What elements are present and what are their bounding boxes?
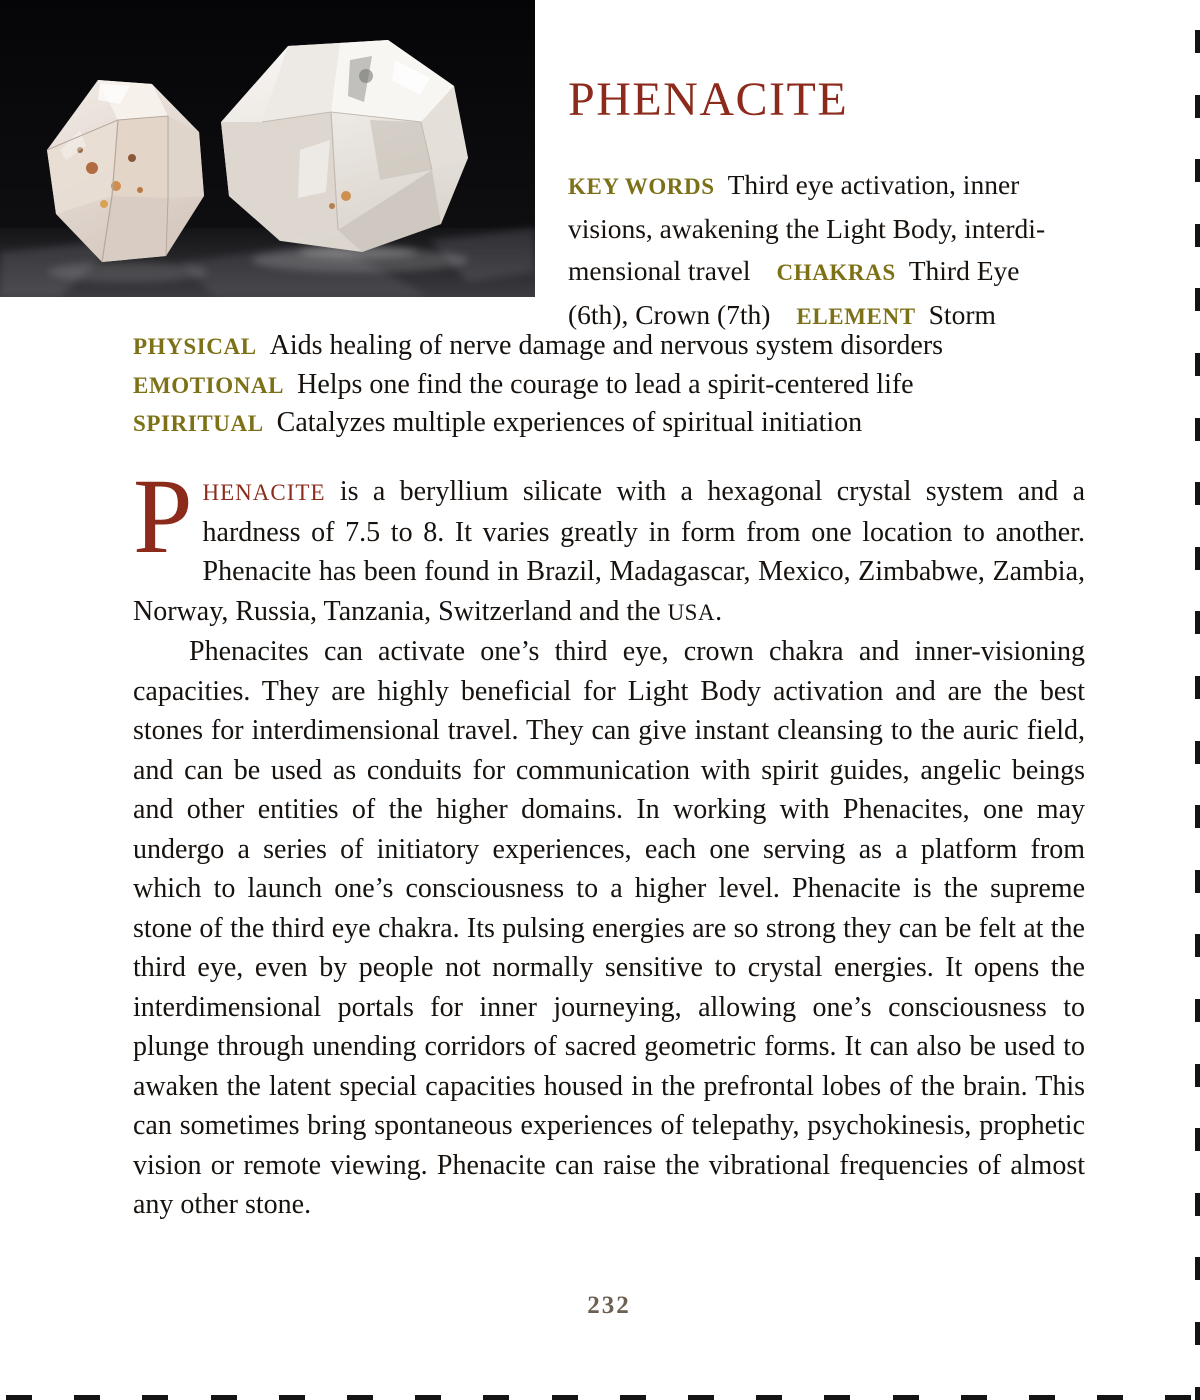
page-edge-mark <box>1195 418 1200 441</box>
entry-header <box>568 73 1062 338</box>
chakras-label: CHAKRAS <box>776 260 896 285</box>
page-edge-mark <box>1195 611 1200 634</box>
emotional-label: EMOTIONAL <box>133 372 285 398</box>
page-edge-mark <box>620 1395 646 1400</box>
page-edge-mark <box>961 1395 987 1400</box>
page-edge-mark <box>1195 1322 1200 1345</box>
page-edge-mark <box>1195 1387 1200 1400</box>
physical-label: PHYSICAL <box>133 334 257 359</box>
page-edge-mark <box>756 1395 782 1400</box>
page-edge-mark <box>688 1395 714 1400</box>
phenacite-photo <box>0 0 535 297</box>
paragraph-2: Phenacites can activate one’s third eye, crown chakra and inner-visioning capacities. They are highly beneficial for Light Body activation and are the best stones for interdimensional travel. They can give instant cleansing to the auric field, and can be used as conduits for communication with spirit guides, angelic beings and other entities of the higher domains. In working with Phenacites, one may undergo a series of initiatory experiences, each one serving as a platform from which to launch one’s consciousness to a higher level. Phenacite is the supreme stone of the third eye chakra. Its pulsing energies are so strong they can be felt at the third eye, even by people not normally sensitive to crystal energies. It opens the interdimensional portals for inner journeying, allowing one’s consciousness to plunge through unending corridors of sacred geometric forms. It can also be used to awaken the latent special capacities housed in the prefrontal lobes of the brain. This can sometimes bring spontaneous experiences of telepathy, psychokinesis, prophetic vision or remote viewing. Phenacite can raise the vibrational frequencies of almost any other stone. <box>133 636 1085 1220</box>
element-text: Storm <box>928 299 996 330</box>
page-edge-mark <box>1195 934 1200 957</box>
page-edge-mark <box>1195 547 1200 570</box>
page-edge-mark <box>1195 1257 1200 1280</box>
keywords-block <box>568 164 1062 338</box>
usa-smallcaps: USA <box>667 599 716 625</box>
page-edge-mark <box>1195 159 1200 182</box>
page-edge-mark <box>211 1395 237 1400</box>
page-edge-mark <box>1195 1064 1200 1087</box>
attribute-lines <box>133 327 1088 443</box>
physical-text: Aids healing of nerve damage and nervous system disorders <box>269 330 944 361</box>
body-text <box>133 458 1085 1225</box>
paragraph-1-text: is a beryllium silicate with a hexagonal crystal system and a hardness of 7.5 to 8. It varies greatly in form from one location to another. Phenacite has been found in Brazil, Madagascar, Mexico, Zimbabwe, Zambia, Norway, Russia, Tanzania, Switzerland and the <box>133 476 1085 627</box>
page-edge-mark <box>1195 95 1200 118</box>
page-edge-mark <box>552 1395 578 1400</box>
drop-cap: P <box>133 458 193 576</box>
page-edge-mark <box>1195 353 1200 376</box>
page-edge-mark <box>1195 288 1200 311</box>
page-edge-mark <box>1195 741 1200 764</box>
page-edge-mark <box>1195 676 1200 699</box>
spiritual-text: Catalyzes multiple experiences of spiritual initiation <box>276 407 863 438</box>
page-edge-mark <box>74 1395 100 1400</box>
page-edge-mark <box>1195 224 1200 247</box>
physical-row <box>133 327 1088 366</box>
key-words-text: Third eye activation, inner visions, awakening the Light Body, interdimensional travel <box>568 169 1046 286</box>
lead-smallcaps: HENACITE <box>202 480 326 505</box>
key-words-label: KEY WORDS <box>568 174 715 199</box>
page-edge-mark <box>893 1395 919 1400</box>
paragraph-1 <box>133 458 1085 632</box>
page-edge-mark <box>824 1395 850 1400</box>
page-title: PHENACITE <box>568 73 849 126</box>
page-edge-mark <box>347 1395 373 1400</box>
page-edge-mark <box>483 1395 509 1400</box>
page-edge-mark <box>142 1395 168 1400</box>
page-edge-mark <box>1195 805 1200 828</box>
crystal-photo-illustration <box>0 0 535 297</box>
page-edge-mark <box>1195 1193 1200 1216</box>
spiritual-label: SPIRITUAL <box>133 411 264 436</box>
paragraph-1-period: . <box>715 595 723 627</box>
emotional-text: Helps one find the courage to lead a spirit-centered life <box>297 368 914 400</box>
page-edge-mark <box>279 1395 305 1400</box>
spiritual-row <box>133 404 1088 443</box>
page-edge-mark <box>1195 30 1200 53</box>
page-edge-mark <box>1029 1395 1055 1400</box>
page-edge-mark <box>1195 482 1200 505</box>
page-edge-mark <box>1097 1395 1123 1400</box>
page-edge-mark <box>415 1395 441 1400</box>
page-edge-mark <box>6 1395 32 1400</box>
element-label: ELEMENT <box>796 304 916 329</box>
chakras-text: Third Eye (6th), Crown (7th) <box>568 255 1020 330</box>
page-edge-mark <box>1195 870 1200 893</box>
page-number: 232 <box>587 1292 631 1319</box>
page-edge-mark <box>1165 1395 1191 1400</box>
page-edge-mark <box>1195 1128 1200 1151</box>
emotional-row <box>133 366 1088 405</box>
page-edge-mark <box>1195 999 1200 1022</box>
